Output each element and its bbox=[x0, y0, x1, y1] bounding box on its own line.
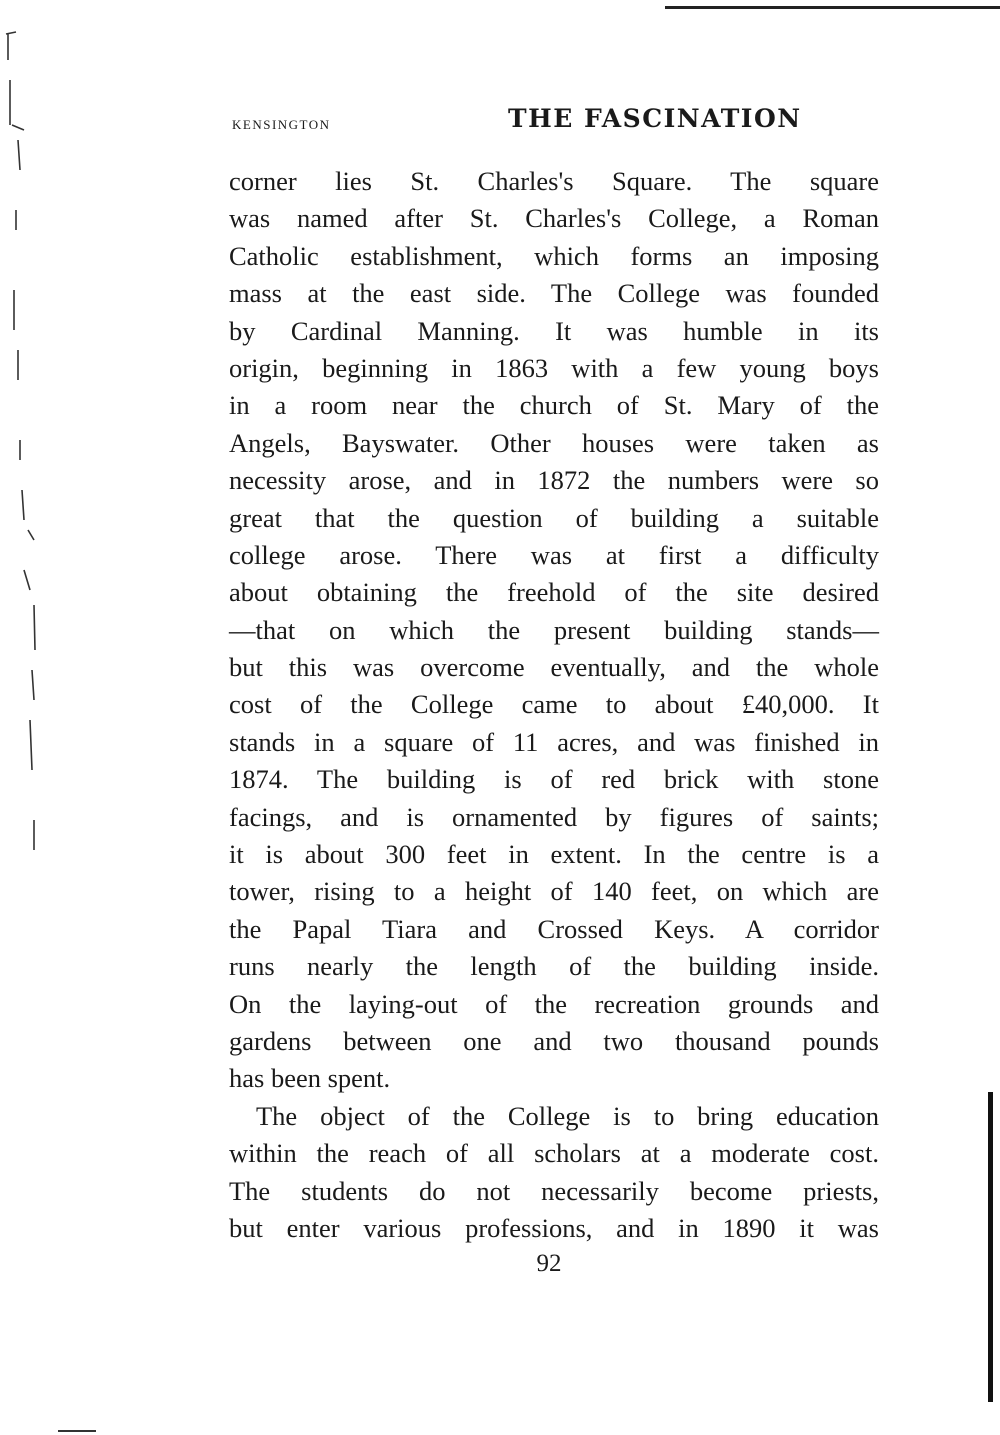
text-line: Angels, Bayswater. Other houses were taken as bbox=[229, 427, 879, 458]
body-text bbox=[229, 163, 879, 1247]
text-line: runs nearly the length of the building inside. bbox=[229, 951, 879, 982]
text-line: necessity arose, and in 1872 the numbers were so bbox=[229, 465, 879, 496]
text-line: Catholic establishment, which forms an imposing bbox=[229, 240, 879, 271]
text-line: gardens between one and two thousand pounds bbox=[229, 1025, 879, 1056]
text-line: The students do not necessarily become priests, bbox=[229, 1175, 879, 1206]
text-line: corner lies St. Charles's Square. The square bbox=[229, 166, 879, 196]
text-line: but this was overcome eventually, and the whole bbox=[229, 652, 879, 683]
text-line: within the reach of all scholars at a moderate cost. bbox=[229, 1138, 879, 1169]
text-line: —that on which the present building stands— bbox=[229, 614, 879, 645]
text-line: has been spent. bbox=[229, 1063, 391, 1094]
paragraph bbox=[229, 163, 879, 1098]
text-line: by Cardinal Manning. It was humble in its bbox=[229, 315, 879, 346]
text-line: 1874. The building is of red brick with stone bbox=[229, 764, 879, 795]
text-line: On the laying-out of the recreation grounds and bbox=[229, 988, 879, 1019]
text-line: college arose. There was at first a difficulty bbox=[229, 539, 879, 570]
text-line: origin, beginning in 1863 with a few young boys bbox=[229, 352, 879, 383]
text-line: stands in a square of 11 acres, and was finished in bbox=[229, 726, 879, 757]
top-scan-rule bbox=[665, 6, 1000, 9]
left-margin-scan-marks bbox=[4, 30, 38, 870]
paragraph bbox=[229, 1098, 879, 1248]
text-line: The object of the College is to bring education bbox=[256, 1100, 879, 1131]
text-line: was named after St. Charles's College, a Roman bbox=[229, 203, 879, 234]
text-line: cost of the College came to about £40,000. It bbox=[229, 689, 879, 720]
text-line: great that the question of building a suitable bbox=[229, 502, 879, 533]
text-line: about obtaining the freehold of the site desired bbox=[229, 577, 879, 608]
text-line: in a room near the church of St. Mary of the bbox=[229, 390, 879, 421]
text-line: tower, rising to a height of 140 feet, on which are bbox=[229, 876, 879, 907]
text-line: but enter various professions, and in 1890 it was bbox=[229, 1212, 879, 1243]
text-line: it is about 300 feet in extent. In the centre is a bbox=[229, 839, 879, 870]
bottom-scan-mark bbox=[58, 1430, 96, 1432]
running-head-location: KENSINGTON bbox=[232, 117, 331, 132]
page-number: 92 bbox=[536, 1250, 562, 1277]
running-head-title: THE FASCINATION bbox=[508, 104, 802, 133]
text-line: the Papal Tiara and Crossed Keys. A corridor bbox=[229, 913, 879, 944]
text-line: facings, and is ornamented by figures of saints; bbox=[229, 801, 879, 832]
text-line: mass at the east side. The College was founded bbox=[229, 278, 879, 309]
right-edge-scan-shadow bbox=[988, 1092, 993, 1402]
